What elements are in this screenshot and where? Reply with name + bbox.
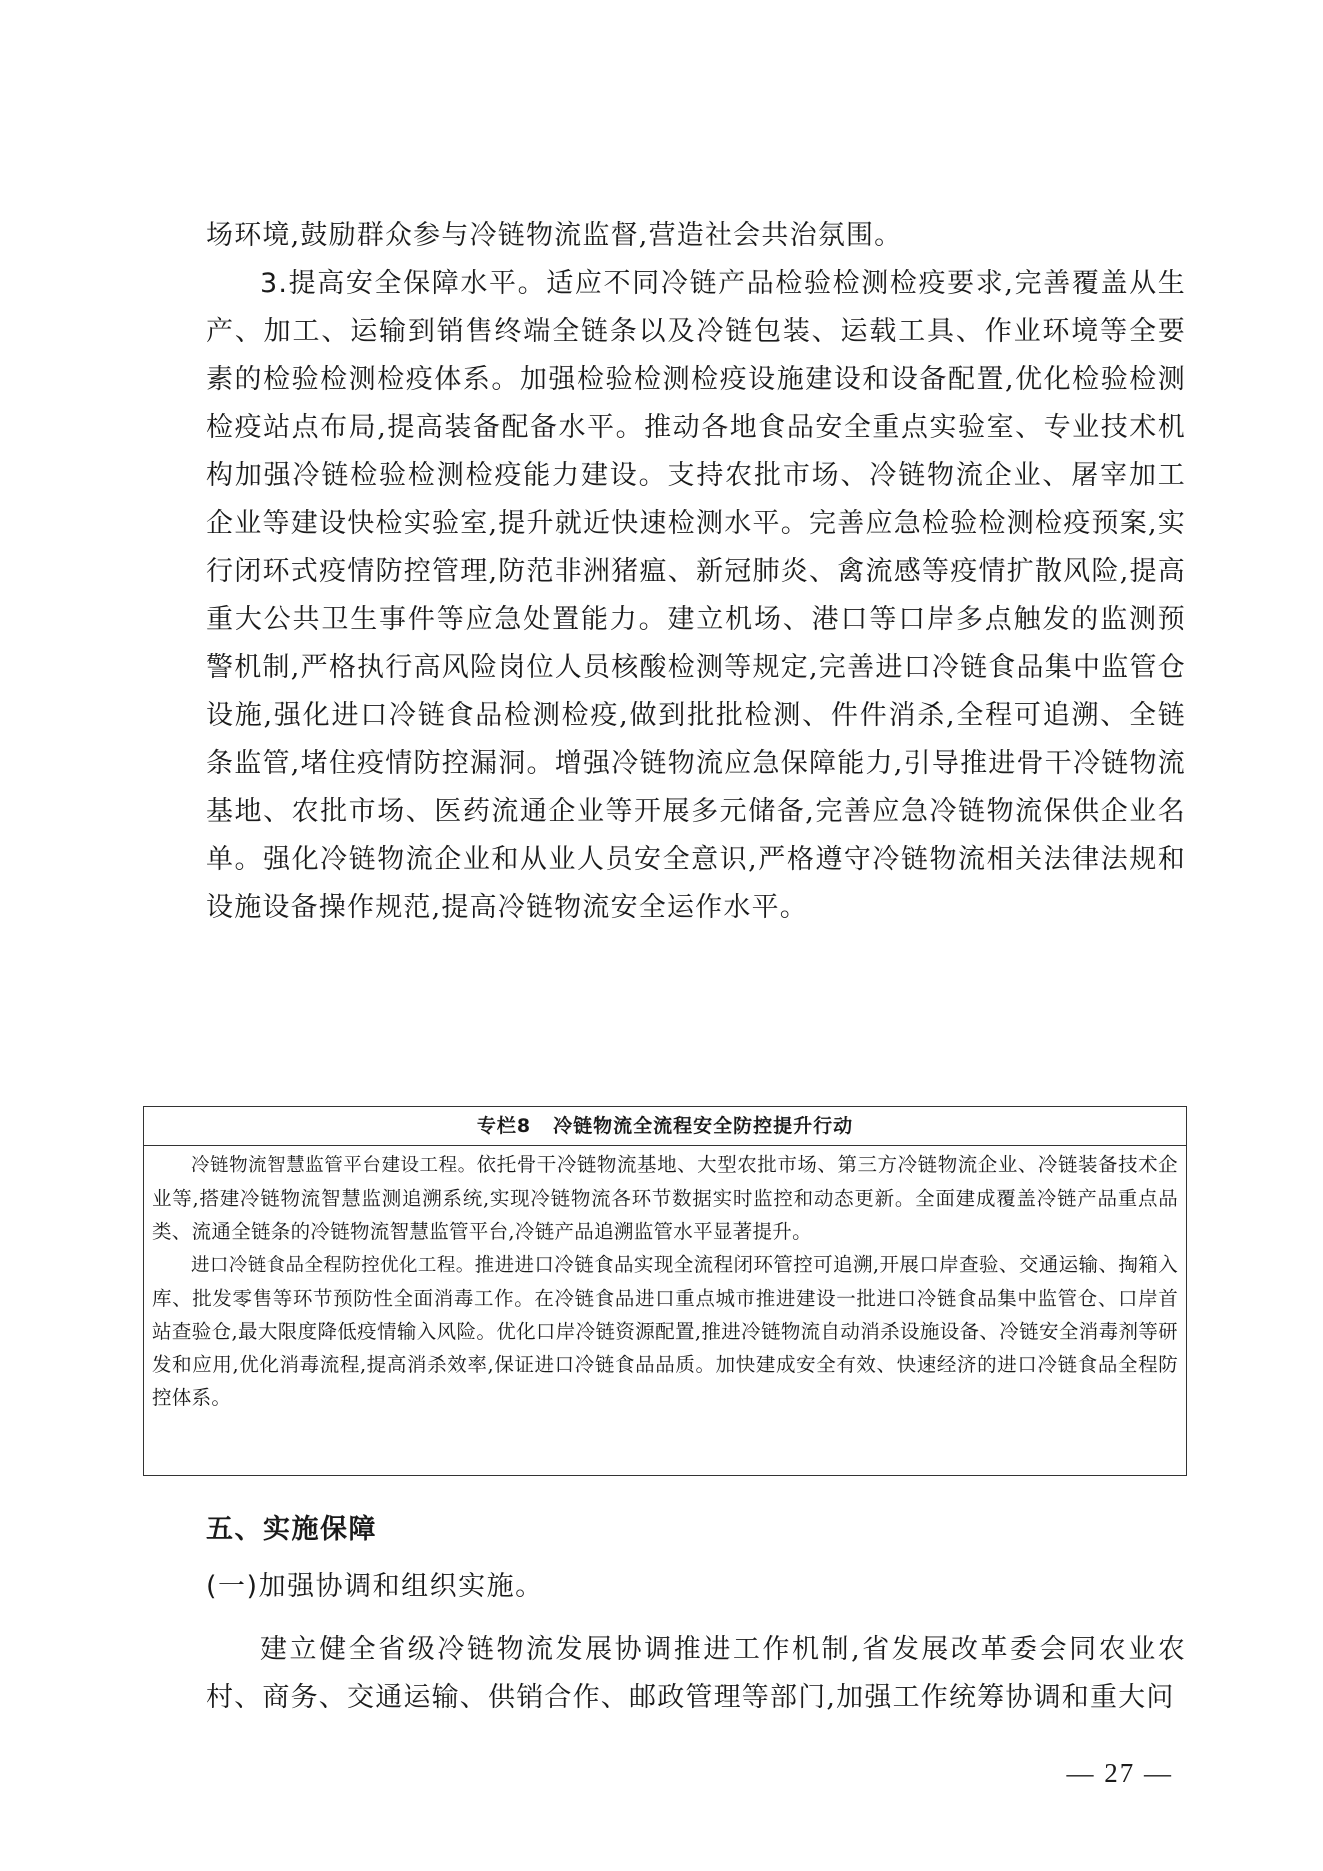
section-heading: 五、实施保障	[206, 1514, 377, 1545]
sub-heading: (一)加强协调和组织实施。	[206, 1571, 544, 1602]
sidebar-title	[144, 1107, 1186, 1146]
item3-body: 适应不同冷链产品检验检测检疫要求,完善覆盖从生产、加工、运输到销售终端全链条以及冷链包装、运载工具、作业环境等全要素的检验检测检疫体系。加强检验检测检疫设施建设和设备配置,优化检验检测检疫站点布局,提高装备配备水平。推动各地食品安全重点实验室、专业技术机构加强冷链检验检测检疫能力建设。支持农批市场、冷链物流企业、屠宰加工企业等建设快检实验室,提升就近快速检测水平。完善应急检验检测检疫预案,实行闭环式疫情防控管理,防范非洲猪瘟、新冠肺炎、禽流感等疫情扩散风险,提高重大公共卫生事件等应急处置能力。建立机场、港口等口岸多点触发的监测预警机制,严格执行高风险岗位人员核酸检测等规定,完善进口冷链食品集中监管仓设施,强化进口冷链食品检测检疫,做到批批检测、件件消杀,全程可追溯、全链条监管,堵住疫情防控漏洞。增强冷链物流应急保障能力,引导推进骨干冷链物流基地、农批市场、医药流通企业等开展多元储备,完善应急冷链物流保供企业名单。强化冷链物流企业和从业人员安全意识,严格遵守冷链物流相关法律法规和设施设备操作规范,提高冷链物流安全运作水平。	[206, 268, 1186, 923]
sidebar-title-text: 冷链物流全流程安全防控提升行动	[553, 1115, 854, 1137]
body-text-top	[206, 212, 1186, 932]
body-text-bottom	[206, 1626, 1186, 1722]
sidebar-p1-body: 依托骨干冷链物流基地、大型农批市场、第三方冷链物流企业、冷链装备技术企业等,搭建冷链物流智慧监测追溯系统,实现冷链物流各环节数据实时监控和动态更新。全面建成覆盖冷链产品重点品类、流通全链条的冷链物流智慧监管平台,冷链产品追溯监管水平显著提升。	[152, 1153, 1178, 1243]
item3-paragraph	[206, 260, 1186, 932]
sidebar-box	[143, 1106, 1187, 1476]
sidebar-paragraph-2	[152, 1248, 1178, 1414]
sidebar-title-prefix: 专栏8	[476, 1115, 532, 1137]
continuation-paragraph: 场环境,鼓励群众参与冷链物流监督,营造社会共治氛围。	[206, 220, 903, 251]
sidebar-paragraph-1	[152, 1148, 1178, 1248]
item3-lead: 3.提高安全保障水平。	[260, 268, 547, 299]
section-body-paragraph: 建立健全省级冷链物流发展协调推进工作机制,省发展改革委会同农业农村、商务、交通运输、供销合作、邮政管理等部门,加强工作统筹协调和重大问	[206, 1634, 1186, 1713]
sidebar-p1-lead: 冷链物流智慧监管平台建设工程。	[191, 1155, 477, 1176]
page-number: — 27 —	[1066, 1758, 1173, 1788]
sidebar-content	[144, 1146, 1186, 1414]
sidebar-p2-lead: 进口冷链食品全程防控优化工程。	[191, 1255, 475, 1276]
sidebar-p2-body: 推进进口冷链食品实现全流程闭环管控可追溯,开展口岸查验、交通运输、掏箱入库、批发零售等环节预防性全面消毒工作。在冷链食品进口重点城市推进建设一批进口冷链食品集中监管仓、口岸首站查验仓,最大限度降低疫情输入风险。优化口岸冷链资源配置,推进冷链物流自动消杀设施设备、冷链安全消毒剂等研发和应用,优化消毒流程,提高消杀效率,保证进口冷链食品品质。加快建成安全有效、快速经济的进口冷链食品全程防控体系。	[152, 1253, 1178, 1409]
